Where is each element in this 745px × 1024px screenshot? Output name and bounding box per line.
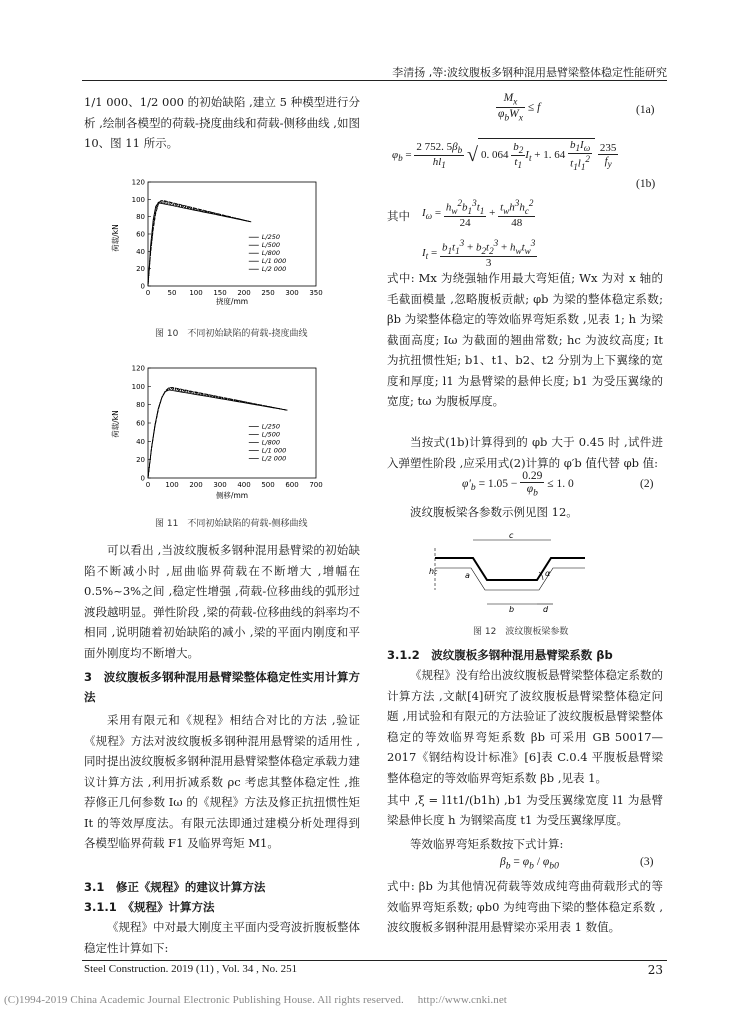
f11-xtick: 100 (165, 481, 179, 489)
equation-2-number: (2) (640, 478, 654, 490)
fig12-label-c: c (509, 531, 514, 540)
f10-ytick: 40 (136, 247, 145, 256)
f10-legend-label: L/800 (261, 249, 281, 258)
right-paragraph-6: 其中 ,ξ = l1t1/(b1h) ,b1 为受压翼缘宽度 l1 为悬臂梁悬伸长度 h 为钢梁高度 t1 为受压翼缘厚度。 (387, 793, 663, 827)
fig11-xlabel: 侧移/mm (215, 491, 249, 500)
fig12-label-b: b (509, 605, 515, 614)
right-elastic-paragraph: 当按式(1b)计算得到的 φb 大于 0.45 时 ,试件进入弹塑性阶段 ,应采用式(2)计算的 φ′b 值代替 φb 值: (387, 435, 663, 470)
f10-xtick: 350 (309, 289, 323, 297)
f10-legend-label: L/1 000 (261, 257, 287, 266)
section-3-1-1-heading: 3.1.1 《规程》计算方法 (84, 900, 215, 914)
section-3-1-heading: 3.1 修正《规程》的建议计算方法 (84, 880, 266, 894)
f11-ytick: 0 (140, 474, 145, 483)
f11-xtick: 300 (213, 481, 227, 489)
f11-legend-label: L/250 (261, 422, 281, 431)
right-paragraph-8: 式中: βb 为其他情况荷载等效成纯弯曲荷载形式的等效临界弯矩系数; φb0 为纯弯曲下梁的整体稳定系数 ,波纹腹板多钢种混用悬臂梁亦采用表 1 数值。 (387, 879, 663, 934)
figure-12 (425, 528, 595, 616)
f11-ytick: 120 (131, 364, 145, 373)
equation-3: $\beta_b = \varphi_b / \varphi_{b0}$ (500, 856, 559, 872)
fig11-ylabel: 荷载/kN (111, 410, 120, 438)
right-fig12-intro: 波纹腹板梁各参数示例见图 12。 (410, 505, 578, 519)
f10-curve (148, 202, 251, 286)
right-paragraph-5: 《规程》没有给出波纹腹板悬臂梁整体稳定系数的计算方法 ,文献[4]研究了波纹腹板悬臂梁整体稳定问题 ,用试验和有限元的方法验证了波纹腹板悬臂梁整体稳定的等效临界弯矩系数 βb 可采用 GB 50017—2017《钢结构设计标准》[6]表 C.0.4 平腹板悬臂梁整体稳定的等效临界弯矩系数 βb ,见表 1。 (387, 668, 663, 785)
f10-xtick: 250 (261, 289, 275, 297)
f11-xtick: 600 (285, 481, 299, 489)
fig12-corrugation-top (435, 558, 585, 580)
f11-xtick: 400 (237, 481, 251, 489)
f10-ytick: 100 (131, 195, 145, 204)
equation-1a-number: (1a) (636, 104, 655, 116)
f11-xtick: 0 (145, 481, 151, 489)
fig12-label-d: d (543, 605, 549, 614)
journal-citation: Steel Construction. 2019 (11) , Vol. 34 , No. 251 (84, 963, 298, 975)
f11-ytick: 40 (136, 437, 145, 446)
f10-legend-label: L/2 000 (261, 265, 287, 274)
figure-12-caption: 图 12 波纹腹板梁参数 (473, 627, 569, 637)
figure-10-chart (110, 176, 330, 306)
f11-xtick: 500 (261, 481, 275, 489)
f10-curve (148, 201, 251, 286)
left-paragraph-3: 采用有限元和《规程》相结合对比的方法 ,验证《规程》方法对波纹腹板多钢种混用悬臂梁的适用性 ,同时提出波纹腹板多钢种混用悬臂梁整体稳定承载力建议计算方法 ,利用折减系数 ρc 考虑其整体稳定性 ,推荐修正几何参数 Iω 的《规程》方法及修正抗扭惯性矩 It 的等效厚度法。有限元法即通过建模分析处理得到各模型临界荷载 F1 及临界弯矩 M1。 (84, 713, 360, 850)
equation-2: $\varphi'_b = 1.05$ − $\frac{0.29}{\varphi_b}$ ≤ 1. 0 (462, 470, 574, 499)
f10-ytick: 20 (136, 265, 145, 274)
fig10-plot-frame (148, 182, 316, 286)
f11-legend-label: L/2 000 (261, 454, 287, 463)
f11-legend-label: L/500 (261, 430, 281, 439)
whereof-label: 其中 (387, 209, 410, 223)
f10-xtick: 150 (213, 289, 227, 297)
copyright-notice: (C)1994-2019 China Academic Journal Electronic Publishing House. All rights reserved. http://www.cnki.net (4, 994, 507, 1006)
footer-rule (82, 960, 667, 961)
f10-ytick: 0 (140, 282, 145, 291)
f11-xtick: 200 (189, 481, 203, 489)
f10-curve (148, 203, 251, 286)
figure-10-caption: 图 10 不同初始缺陷的荷载-挠度曲线 (155, 329, 308, 339)
f11-ytick: 60 (136, 419, 145, 428)
equation-3-number: (3) (640, 856, 654, 868)
section-3-heading: 3 波纹腹板多钢种混用悬臂梁整体稳定性实用计算方法 (84, 670, 360, 704)
f10-ytick: 80 (136, 213, 145, 222)
fig10-ylabel: 荷载/kN (111, 224, 120, 252)
right-paragraph-7: 等效临界弯矩系数按下式计算: (410, 837, 564, 851)
equation-1b-number: (1b) (636, 178, 656, 190)
page-header (0, 0, 745, 80)
section-3-1-2-heading: 3.1.2 波纹腹板多钢种混用悬臂梁系数 βb (387, 648, 613, 662)
equation-1b: $\varphi_b$ = $\frac{2 752. 5\beta_b}{hl_1}$ √ 0. 064 $\frac{b_2}{t_1}$ $I_t + 1$. 64 $\frac{b_1I_\omega}{t_1l_1^2}$ $\frac{235}{f_y}$ (392, 139, 617, 173)
fig11-plot-frame (148, 368, 316, 478)
f10-xtick: 300 (285, 289, 299, 297)
fig12-label-alpha: α (545, 569, 551, 578)
figure-10 (110, 176, 330, 306)
equation-1a: $\frac{M_x}{\varphi_bW_x}$ ≤ f (498, 92, 541, 124)
left-paragraph-1: 1/1 000、1/2 000 的初始缺陷 ,建立 5 种模型进行分析 ,绘制各模型的荷载-挠度曲线和荷载-侧移曲线 ,如图 10、图 11 所示。 (84, 95, 360, 150)
f10-ytick: 60 (136, 230, 145, 239)
f10-ytick: 120 (131, 178, 145, 187)
f10-legend-label: L/250 (261, 233, 281, 242)
left-paragraph-2: 可以看出 ,当波纹腹板多钢种混用悬臂梁的初始缺陷不断减小时 ,屈曲临界荷载在不断增大 ,增幅在 0.5%~3%之间 ,稳定性增强 ,荷载-位移曲线的弧形过渡段越明显。弹性阶段 ,梁的荷载-位移曲线的斜率均不相同 ,说明随着初始缺陷的减小 ,梁的平面内刚度和平面外刚度均不断增大。 (84, 543, 360, 660)
page-number: 23 (647, 963, 663, 977)
header-rule (82, 80, 667, 81)
left-paragraph-4: 《规程》中对最大刚度主平面内受弯波折腹板整体稳定性计算如下: (84, 920, 360, 955)
f11-ytick: 20 (136, 456, 145, 465)
equation-it: $I_t$ = $\frac{b_1t_1^3 + b_2t_2^3 + h_wt_w^3}{3}$ (422, 238, 536, 269)
f10-curve (148, 201, 251, 286)
f11-legend-label: L/1 000 (261, 446, 287, 455)
f11-xtick: 700 (309, 481, 323, 489)
f10-legend-label: L/500 (261, 241, 281, 250)
figure-11-chart (110, 362, 330, 502)
fig12-label-hc: hc (429, 567, 438, 576)
f10-xtick: 200 (237, 289, 251, 297)
f11-legend-label: L/800 (261, 438, 281, 447)
fig12-label-a: a (465, 571, 470, 580)
f10-xtick: 0 (145, 289, 151, 297)
f11-ytick: 80 (136, 401, 145, 410)
running-title: 李清扬 ,等:波纹腹板多钢种混用悬臂梁整体稳定性能研究 (392, 66, 667, 79)
f10-curve (148, 201, 251, 287)
equation-iw: $I_\omega$ = $\frac{h_w^2b_1^3t_1}{24}$ + $\frac{t_wh^3h_c^2}{48}$ (422, 198, 534, 229)
f11-ytick: 100 (131, 382, 145, 391)
f10-xtick: 100 (189, 289, 203, 297)
figure-11-caption: 图 11 不同初始缺陷的荷载-侧移曲线 (155, 519, 308, 529)
fig10-xlabel: 挠度/mm (215, 297, 249, 306)
right-definitions: 式中: Mx 为绕强轴作用最大弯矩值; Wx 为对 x 轴的毛截面模量 ,忽略腹板贡献; φb 为梁的整体稳定系数; βb 为梁整体稳定的等效临界弯矩系数 ,见表 1; h 为梁截面高度; Iω 为截面的翘曲常数; hc 为波纹高度; It 为抗扭惯性矩; b1、t1、b2、t2 分别为上下翼缘的宽度和厚度; l1 为悬臂梁的悬伸长度; b1 为受压翼缘的宽度; tω 为腹板厚度。 (387, 271, 663, 408)
figure-11 (110, 362, 330, 502)
figure-12-diagram (425, 528, 595, 616)
f10-xtick: 50 (167, 289, 177, 297)
